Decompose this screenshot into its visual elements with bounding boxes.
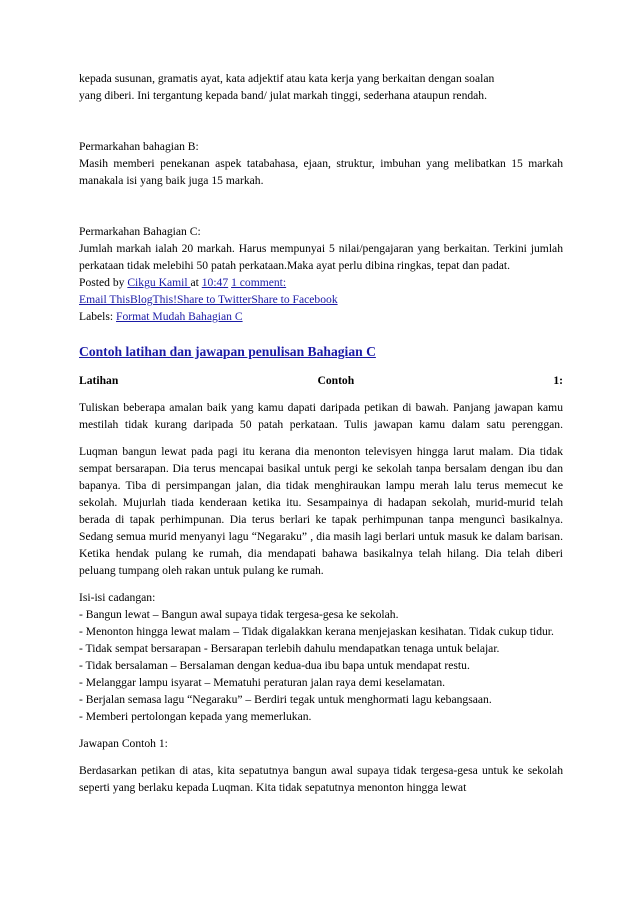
latihan-left: Latihan: [79, 374, 119, 387]
isi-item: - Melanggar lampu isyarat – Mematuhi peraturan jalan raya demi keselamatan.: [79, 676, 446, 689]
section-b-text: Masih memberi penekanan aspek tatabahasa, ejaan, struktur, imbuhan yang melibatkan 15 markah manakala isi yang baik juga 15 markah.: [79, 157, 563, 187]
story-paragraph: Luqman bangun lewat pada pagi itu kerana dia menonton televisyen hingga larut malam. Dia tidak sempat bersarapan. Dia terus mencapai basikal untuk pergi ke sekolah tanpa bersalam dengan ibu dan bapanya. Tiba di persimpangan jalan, dia tidak menghiraukan lampu merah lalu terus memecut ke sekolah. Mujurlah tiada kenderaan ketika itu. Sesampainya di hadapan sekolah, murid-murid telah berada di tapak perhimpunan. Dia terus berlari ke tapak perhimpunan tanpa menguncì basikalnya. Sedang semua murid menyanyi lagu “Negaraku” , dia masih lagi berlari untuk masuk ke dalam barisan. Ketika hendak pulang ke rumah, dia mendapati bahawa basikalnya telah hilang. Dia telah diberi peluang tumpang oleh rakan untuk pulang ke rumah.: [79, 445, 563, 577]
isi-item: - Menonton hingga lewat malam – Tidak digalakkan kerana menjejaskan kesihatan. Tidak cukup tidur.: [79, 625, 554, 638]
isi-item: - Tidak sempat bersarapan - Bersarapan terlebih dahulu mendapatkan tenaga untuk belajar.: [79, 642, 500, 655]
section-c-title: Permarkahan Bahagian C:: [79, 225, 201, 238]
answer-title: Jawapan Contoh 1:: [79, 737, 168, 750]
author-link[interactable]: Cikgu Kamil: [127, 276, 191, 289]
share-line: [79, 291, 563, 308]
post-meta-line: [79, 274, 563, 291]
isi-list: [79, 606, 563, 725]
labels-prefix: Labels:: [79, 310, 114, 323]
latihan-right: 1:: [553, 374, 563, 387]
section-b-title: Permarkahan bahagian B:: [79, 140, 199, 153]
isi-item: - Tidak bersalaman – Bersalaman dengan kedua-dua ibu bapa untuk mendapat restu.: [79, 659, 470, 672]
share-links[interactable]: Email ThisBlogThis!Share to TwitterShare to Facebook: [79, 293, 338, 306]
section-c-text: Jumlah markah ialah 20 markah. Harus mempunyai 5 nilai/pengajaran yang berkaitan. Terkini jumlah perkataan tidak melebihi 50 patah perkataan.Maka ayat perlu dibina ringkas, tepat dan padat.: [79, 242, 563, 272]
post-title-link[interactable]: Contoh latihan dan jawapan penulisan Bahagian C: [79, 344, 376, 359]
latihan-mid: Contoh: [317, 374, 355, 387]
intro-line-1: kepada susunan, gramatis ayat, kata adjektif atau kata kerja yang berkaitan dengan soalan: [79, 72, 495, 85]
labels-line: [79, 308, 563, 325]
posted-by-label: Posted by: [79, 276, 125, 289]
label-link[interactable]: Format Mudah Bahagian C: [116, 310, 243, 323]
latihan-heading: [79, 372, 563, 389]
document-page: [79, 70, 563, 796]
comments-link[interactable]: 1 comment:: [231, 276, 287, 289]
instructions-paragraph: Tuliskan beberapa amalan baik yang kamu dapati daripada petikan di bawah. Panjang jawapan kamu mestilah tidak kurang daripada 50 patah perkataan. Tulis jawapan kamu dalam satu perenggan.: [79, 401, 563, 431]
isi-item: - Berjalan semasa lagu “Negaraku” – Berdiri tegak untuk menghormati lagu kebangsaan.: [79, 693, 492, 706]
answer-paragraph: Berdasarkan petikan di atas, kita sepatutnya bangun awal supaya tidak tergesa-gesa untuk ke sekolah seperti yang berlaku kepada Luqman. Kita tidak sepatutnya menonton hingga lewat: [79, 764, 563, 794]
isi-item: - Bangun lewat – Bangun awal supaya tidak tergesa-gesa ke sekolah.: [79, 608, 399, 621]
time-link[interactable]: 10:47: [201, 276, 229, 289]
intro-line-2: yang diberi. Ini tergantung kepada band/ julat markah tinggi, sederhana ataupun rendah.: [79, 89, 488, 102]
isi-title: Isi-isi cadangan:: [79, 591, 156, 604]
at-label: at: [190, 276, 199, 289]
isi-item: - Memberi pertolongan kepada yang memerlukan.: [79, 710, 312, 723]
